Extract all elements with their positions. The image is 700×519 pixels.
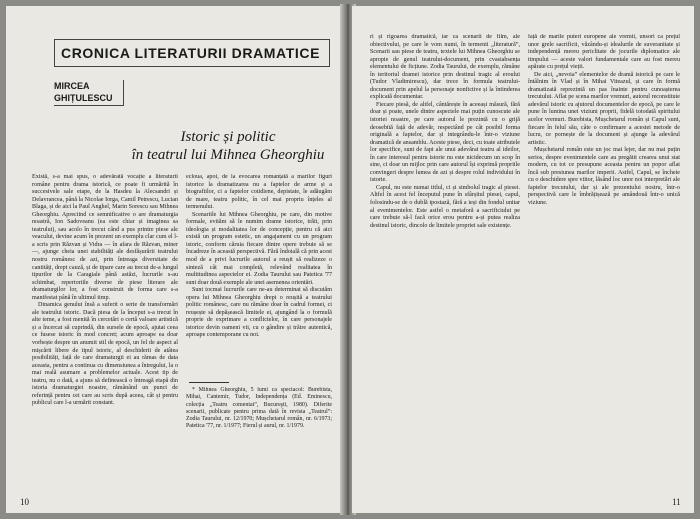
page-number: 11 [672,497,681,507]
paragraph: Scenariile lui Mihnea Gheorghiu, pe care, din motive formale, evităm să le numim drame istorice, trăit, prin ideologia și modalitatea lor de concepție, pentru că aici există un program estetic, un angajament cu un program istoric, conform căruia fiecare dintre opere trebuie să se încadreze în această perspectivă. Fără îndoială că prin acest mod de a privi lucrurile autorul a reușit să realizeze o sinteză cât mai completă, relevând realitatea în multitudinea aspectelor ei. Zodia Taurului sau Patetica '77 sunt doar două exemple ale unei asemenea orientări. [186,211,332,286]
section-header [54,39,330,67]
author-box [54,80,124,106]
footnote-text: * Mihnea Gheorghiu, 5 lumi ca spectacol: Burebista, Mihai, Cantemir, Tudor, Independența (Ed. Eminescu, colecția „Teatru comentat”, Bucureşti, 1980). Diferite scenarii, publicate pentru prima dată în revista „Teatrul”: Zodia Taurului, nr. 12/1970; Mușchetarul român, nr. 6/1973; Patetica '77, nr. 1/1977; Fierul și aurul, nr. 1/1979. [186,387,332,430]
article-title-line-2: în teatrul lui Mihnea Gheorghiu [131,147,325,163]
article-title-line-1: Istoric și politic [180,129,276,145]
paragraph: Mușchetarul român este un joc mai lejer, dar nu mai puțin serios, despre evenimentele care au pregătit crearea unui stat modern, cu tot ce presupune aceasta pentru un popor aflat încă sub presiunea marilor imperii. Astfel, Capul, se încheie cu o deschidere spre viitor, lăsând loc unor noi interpretări ale faptelor trecutului, dar și ale prezentului nostru, într-o perspectivă care le îmbrățișează pe amândouă într-o unică viziune. [528,147,680,207]
left-column-1 [32,174,178,494]
paragraph: De aici, „nevoia” elementelor de dramă istorică pe care le întâlnim în Vlad și în Mihai Viteazul, și care în formă dramatizată reprezintă un pas înainte pentru cunoașterea trecutului. Aflat pe scena marilor vremuri, autorul reconstituie adevărul istoric cu ajutorul documentelor de epocă, pe care le pune în lumina unei viziuni proprii, fidelă totodată spiritului acelor vremuri. Burebista, Mușchetarul român și Capul sunt, fiecare în felul său, câte o confirmare a acestei metode de lucru, ce pornește de la document și ajunge la adevărul artistic. [528,71,680,146]
right-page [352,6,694,513]
paragraph: față de marile puteri europene ale vremii, unsori ca prețul unor grele sacrificii, văzându-și idealurile de suveranitate și independență mereu periclitate de jocurile diplomatice ale timpului — aceste valori fundamentale care au fost mereu apărate cu prețul vieții. [528,34,680,71]
right-column-2 [528,34,680,494]
page-number: 10 [20,497,29,507]
paragraph: Dinamica genului însă a suferit o serie de transformări ale teatrului istoric. Dacă piesa de la început s-a trecut în alte teme, a fost menită în cercetări o certă valoare artistică și a încercat să cuprindă, din sursele de epocă, ajutat ceea ce fusese istoric în mod concret; acum aproape ea doar vorbește despre un anumit stil de epocă, un fel de aspect al mișcării libere de tipul istoric, al deschiderii de atâtea posibilități, față de care dramaturgii ei au rămas de data aceasta, pentru a continua cu dimensiunea a întregului, la o mai reală asumare a problemelor actuale. Acest tip de teatru, nu o dată, a ajuns să definească o întreagă etapă din istoria dramaturgiei noastre, rămânând un punct de referință pentru cei care au scris după aceea, cât și pentru publicul care l-a urmărit constant. [32,302,178,407]
author-last-name: GHIȚULESCU [54,93,113,103]
right-column-1 [370,34,520,494]
section-title: CRONICA LITERATURII DRAMATICE [61,45,321,61]
paragraph: Fiecare piesă, de altfel, cântărește în aceeași măsură, fără doar și poate, unele dintre aspectele mai puțin cunoscute ale istoriei noastre, pe care autorul le prezintă cu o grijă deosebită față de adevăr, respectând pe cât posibil forma originală a faptelor, dar și integrându-le într-o viziune dramatică de ansamblu. Aceste piese, deci, cu toate atributele lor specifice, sunt de fapt ale unui adevărat teatru al ideilor, în care interesul pentru istorie nu este nicidecum un scop în sine, ci doar un mijloc prin care autorul își exprimă propriile convingeri despre lumea de azi și despre rolul individului în istorie. [370,101,520,184]
paragraph: Capul, nu este numai titlul, ci și simbolul tragic al piesei. Altfel în acest fel începutul pune în sfârșitul piesei, capul, folosindu-se de o dublă ipostază, fără a ieși din fondul unitar al evenimentelor. Este astfel o metaforă a sacrificiului pe care trebuie să-l facă orice erou pentru a-și putea realiza destinul istoric, dincolo de limitele propriei sale existențe. [370,184,520,229]
left-page [6,6,344,513]
paragraph: ecloua, apoi, de la evocarea romanțată a marilor figuri istorice la dramatizarea nu a faptelor de arme și a biografiilor, ci a faptelor cotidiene, depistate, le adăugăm de mare, teatru politic, în cel mai propriu înțeles al termenului. [186,174,332,211]
article-title [128,128,328,164]
left-column-2 [186,174,332,378]
paragraph: Există, s-a mai spus, o adevărată vocație a literaturii române pentru drama istorică, ce poate fi urmărită în succesivele sale etape, de la Hasdeu la Alecsandri și Delavrancea, până la Nicolae Iorga, Camil Petrescu, Lucian Blaga, și de aici la Paul Anghel, Marin Sorescu sau Mihnea Gheorghiu. Apreciind ce semnificative o are dramaturgia noastră, Ion Sadoveanu (ea este chiar și imaginea sa teatrului), sau acolo în trecut când a pus printre piese ale veacului, devine acum în prezent un exemplu clar cum el l-a scris prin Răzvan și Vidra — în afara de Răzvan, miner —, ajunge cheia unei stabilități ale desfășurării teatrului nostru românesc de azi, prin întreaga diversitate de cantități, drept cauză, și de tipare care au trecut de-a lungul tipurilor de la Caragiale până astăzi, lucrurile s-au schimbat, repertoriile diverse de piese literare ale dramaturgilor lor, a fost construit de forma care s-a manifestat până în ultimul timp. [32,174,178,301]
author-first-name: MIRCEA [54,81,90,91]
paragraph: Sunt tocmai lucrurile care ne-au determinat să discutăm opera lui Mihnea Gheorghiu drept o reușită a teatrului politic românesc, care nu rămâne doar în cadrul formei, ci reușește să depășească limitele ei, ajungând la o formulă proprie de exprimare a conflictelor, în care personajele istorice devin oameni vii, cu o gândire și trăire autentică, aproape contemporane cu noi. [186,287,332,339]
paragraph: ri și rigoarea dramatică, iar ca scenarii de film, ale obiectivului, pe care le vom numi, în termenii „literatură”, Scenarii sau piese de teatru, textele lui Mihnea Gheorghiu se apropie de genul teatrului-document, prin cvasiabsența elementului de ficțiune. Zodia Taurului, de exemplu, rămâne în teritoriul dramei istorice prin destinul tragic al eroului (Tudor Vladimirescu), dar trece în formula teatrului-document prin apelul la personaje nonfictive și la întinderea explicată documentar. [370,34,520,101]
footnote-rule [189,382,229,383]
footnote [186,387,332,497]
